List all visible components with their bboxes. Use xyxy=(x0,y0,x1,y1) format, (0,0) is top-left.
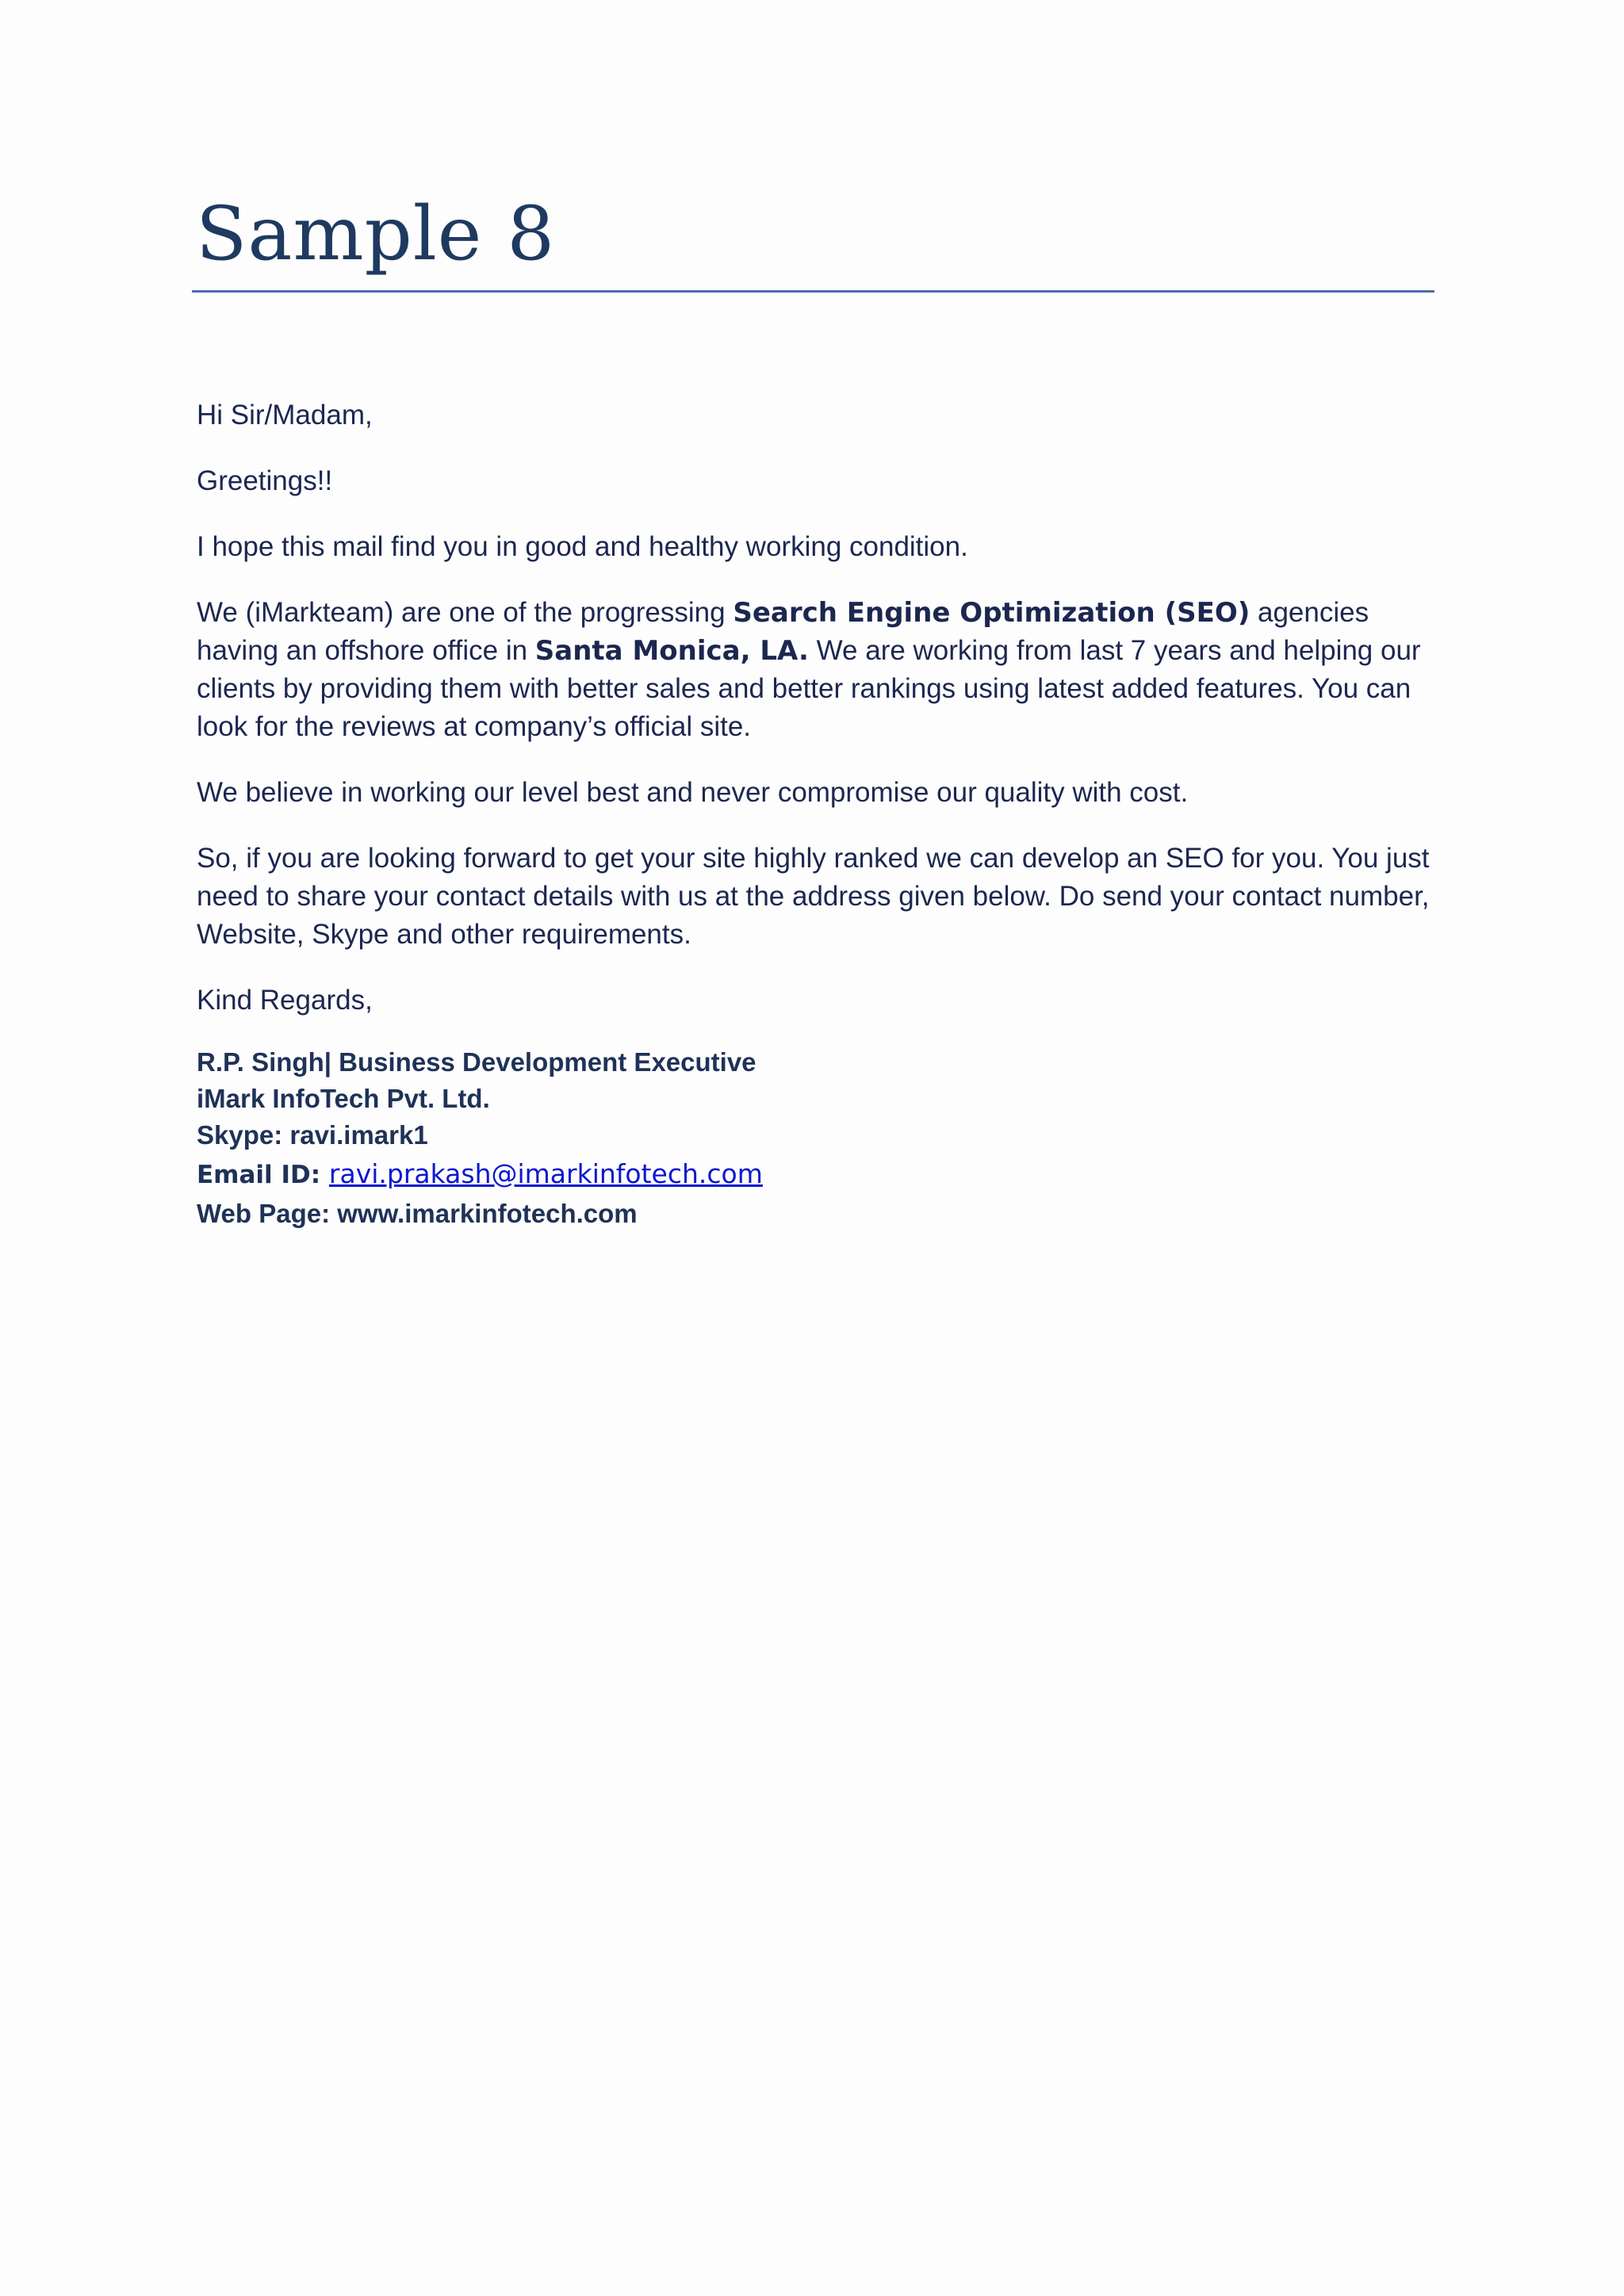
title-underline xyxy=(192,290,1434,293)
letter-body xyxy=(197,396,1434,1047)
intro-text-1: We (iMarkteam) are one of the progressing xyxy=(197,597,733,628)
paragraph-hope: I hope this mail find you in good and healthy working condition. xyxy=(197,531,968,562)
signature-company: iMark InfoTech Pvt. Ltd. xyxy=(197,1084,490,1113)
intro-text-3: We are working from last 7 years and helping our clients by providing them with better sales and better rankings using latest added features. You can look for the reviews at company’s official site. xyxy=(197,635,1421,742)
paragraph-belief: We believe in working our level best and never compromise our quality with cost. xyxy=(197,777,1189,808)
signature-name-title: R.P. Singh| Business Development Executive xyxy=(197,1047,756,1077)
paragraph-offer: So, if you are looking forward to get your site highly ranked we can develop an SEO for you. You just need to share your contact details with us at the address given below. Do send your contact number, Website, Skype and other requirements. xyxy=(197,843,1430,950)
signature-web-page: Web Page: www.imarkinfotech.com xyxy=(197,1199,638,1228)
signature-skype: Skype: ravi.imark1 xyxy=(197,1120,428,1150)
closing: Kind Regards, xyxy=(197,985,373,1016)
intro-bold-seo: Search Engine Optimization (SEO) xyxy=(733,597,1251,629)
salutation: Greetings!! xyxy=(197,465,333,496)
document-title: Sample 8 xyxy=(196,191,556,277)
intro-bold-location: Santa Monica, LA. xyxy=(534,635,809,667)
paragraph-intro xyxy=(197,594,1434,746)
signature-email-line xyxy=(197,1154,763,1196)
intro-text-2: agencies having an offshore office in xyxy=(197,597,1369,666)
greeting: Hi Sir/Madam, xyxy=(197,400,373,430)
email-link[interactable]: ravi.prakash@imarkinfotech.com xyxy=(328,1158,763,1189)
signature-email-label: Email ID: xyxy=(197,1161,329,1189)
signature-block xyxy=(197,1044,763,1232)
